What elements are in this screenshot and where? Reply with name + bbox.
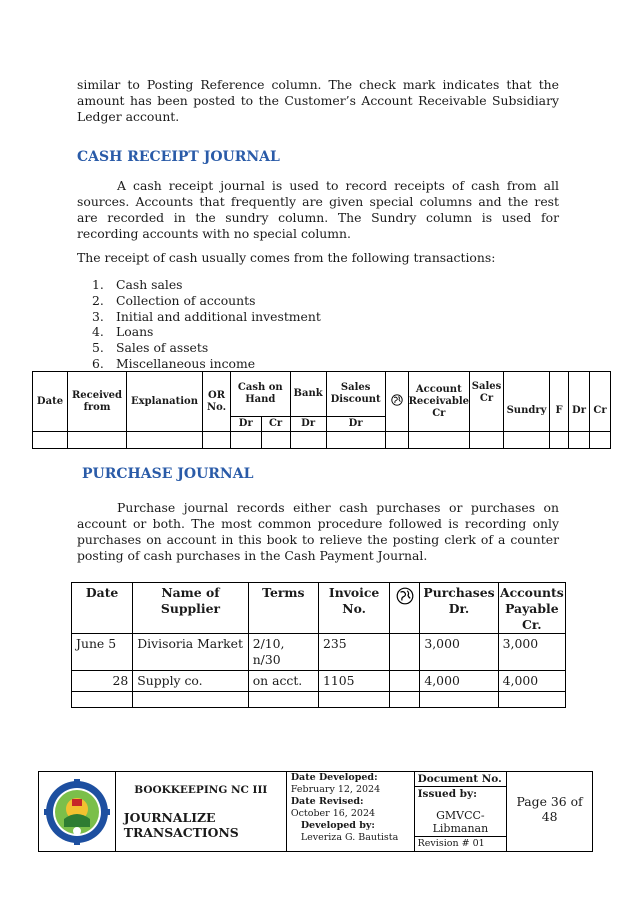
cash-cr: Cr — [261, 417, 290, 432]
dates-cell: Date Developed: February 12, 2024 Date Revised: October 16, 2024 Developed by: Leveriza G. Bautista — [286, 772, 414, 852]
intro-paragraph: similar to Posting Reference column. The check mark indicates that the amount has been posted to the Customer’s Account Receivable Subsidiary Ledger account. — [77, 77, 559, 124]
col-globe — [385, 372, 408, 432]
list-item: 6. Miscellaneous income — [92, 355, 256, 371]
col-date: Date — [72, 583, 133, 634]
course-cell — [115, 772, 286, 852]
list-item: 5. Sales of assets — [92, 340, 209, 356]
globe-icon — [391, 394, 403, 406]
col-terms: Terms — [248, 583, 318, 634]
cash-receipt-paragraph: A cash receipt journal is used to record receipts of cash from all sources. Accounts that frequently are given special columns and the rest are recorded in the sundry column. The Sundry column is used for recording accounts with no special column. — [77, 178, 559, 241]
list-item: 2. Collection of accounts — [92, 292, 256, 308]
col-sales-discount: Sales Discount — [326, 372, 385, 417]
table-row — [72, 692, 566, 708]
footer-table — [38, 771, 593, 852]
col-purchases-dr: Purchases Dr. — [420, 583, 498, 634]
purchase-table — [71, 582, 566, 708]
list-item: 3. Initial and additional investment — [92, 308, 321, 324]
col-invoice-no: Invoice No. — [318, 583, 389, 634]
col-cr: Cr — [590, 372, 611, 432]
document-cell: Document No. Issued by: GMVCC-Libmanan Revision # 01 — [414, 772, 507, 852]
cash-receipt-table — [32, 371, 611, 449]
bank-dr: Dr — [290, 417, 326, 432]
col-sundry: Sundry — [504, 372, 550, 432]
page-number: Page 36 of 48 — [507, 772, 593, 852]
course-title: BOOKKEEPING NC III — [134, 784, 268, 796]
module-title: JOURNALIZE TRANSACTIONS — [123, 810, 239, 840]
col-date: Date — [33, 372, 68, 432]
list-item: 1. Cash sales — [92, 277, 183, 292]
cash-dr: Dr — [231, 417, 262, 432]
cash-receipt-heading: CASH RECEIPT JOURNAL — [77, 149, 280, 165]
sales-discount-dr: Dr — [326, 417, 385, 432]
purchase-paragraph: Purchase journal records either cash purchases or purchases on account or both. The most common procedure followed is recording only purchases on account in this book to relieve the posting clerk of a counter posting of cash purchases in the Cash Payment Journal. — [77, 500, 559, 563]
logo-cell — [39, 772, 116, 852]
col-account-receivable: Account Receivable Cr — [408, 372, 469, 432]
table-row — [33, 432, 611, 449]
cash-sources-list — [92, 277, 321, 372]
col-bank: Bank — [290, 372, 326, 417]
col-received-from: Received from — [68, 372, 127, 432]
col-explanation: Explanation — [127, 372, 203, 432]
col-sales-cr: Sales Cr — [470, 372, 504, 432]
table-row: June 5 Divisoria Market 2/10, n/30 235 3,000 3,000 — [72, 634, 566, 671]
cash-receipt-intro-list: The receipt of cash usually comes from the following transactions: — [77, 250, 496, 265]
col-or-no: OR No. — [203, 372, 231, 432]
col-cash-on-hand: Cash on Hand — [231, 372, 291, 417]
col-dr: Dr — [569, 372, 590, 432]
table-row: 28 Supply co. on acct. 1105 4,000 4,000 — [72, 671, 566, 692]
globe-icon — [396, 587, 414, 605]
col-accounts-payable-cr: Accounts Payable Cr. — [498, 583, 565, 634]
col-f: F — [550, 372, 569, 432]
col-globe — [390, 583, 420, 634]
purchase-heading: PURCHASE JOURNAL — [82, 466, 254, 482]
school-seal-logo — [44, 779, 110, 845]
col-supplier: Name of Supplier — [133, 583, 248, 634]
list-item: 4. Loans — [92, 324, 154, 340]
